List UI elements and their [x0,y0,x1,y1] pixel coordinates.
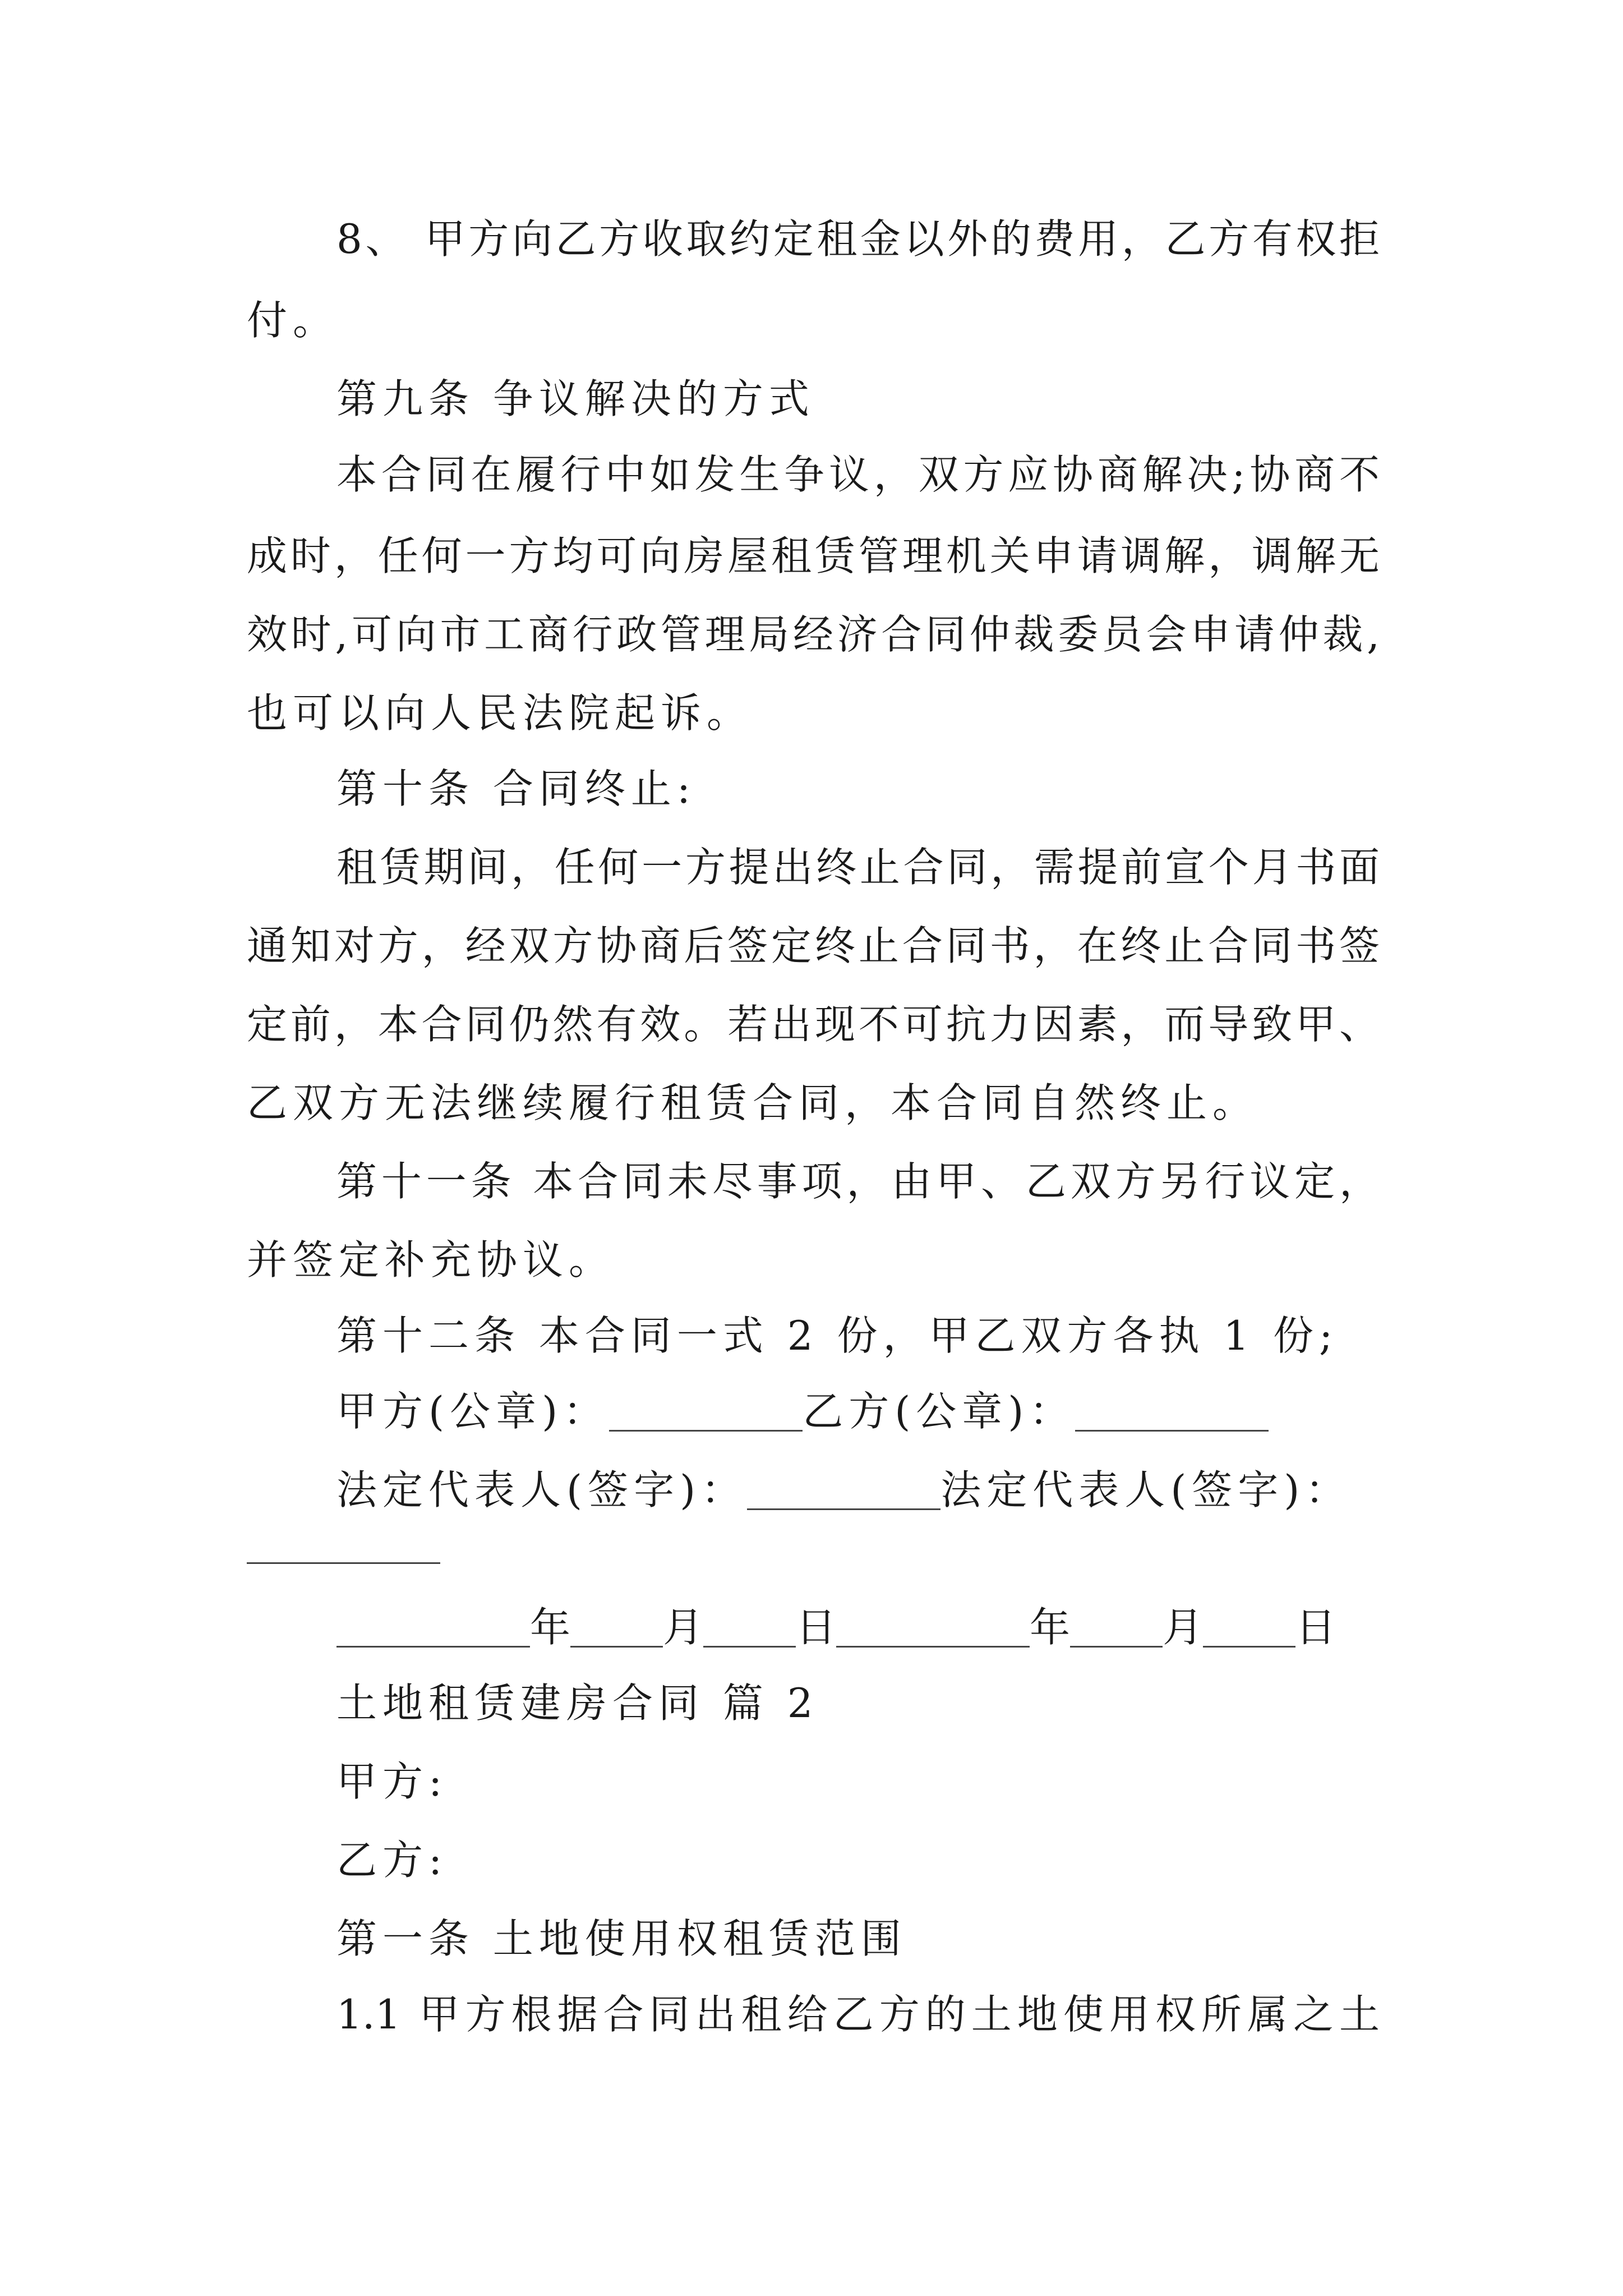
article-9-line-4: 也可以向人民法院起诉。 [247,689,753,737]
date-a-day-blank [703,1611,796,1648]
article-11-line-1: 第十一条 本合同未尽事项，由甲、乙双方另行议定， [336,1158,1380,1205]
seal-row [336,1388,1269,1435]
article-10-line-3: 定前，本合同仍然有效。若出现不可抗力因素，而导致甲、 [247,1001,1380,1048]
article-1-1-line: 1.1 甲方根据合同出租给乙方的土地使用权所属之土 [336,1991,1380,2038]
article-1-heading: 第一条 土地使用权租赁范围 [336,1915,907,1962]
article-9-heading: 第九条 争议解决的方式 [336,375,815,422]
article-10-line-2: 通知对方，经双方协商后签定终止合同书，在终止合同书签 [247,922,1380,969]
rep-a-label: 法定代表人(签字)： [336,1466,748,1513]
rep-b-blank [247,1562,440,1564]
article-9-line-3: 效时,可向市工商行政管理局经济合同仲裁委员会申请仲裁, [247,611,1380,658]
party-b-label: 乙方: [336,1837,448,1884]
representative-row [336,1466,1352,1513]
clause-8-line-1: 8、 甲方向乙方收取约定租金以外的费用，乙方有权拒 [336,215,1380,263]
party-b-seal-blank [1075,1395,1269,1432]
date-b-month: 月 [1163,1604,1204,1651]
article-10-line-4: 乙双方无法继续履行租赁合同，本合同自然终止。 [247,1079,1259,1126]
article-9-line-2: 成时，任何一方均可向房屋租赁管理机关申请调解，调解无 [247,532,1380,579]
date-a-month: 月 [663,1604,704,1651]
date-a-year: 年 [530,1604,571,1651]
party-a-label: 甲方: [336,1758,448,1805]
date-a-month-blank [570,1611,663,1648]
contract-2-title: 土地租赁建房合同 篇 2 [336,1680,819,1727]
date-b-day: 日 [1295,1604,1336,1651]
date-b-year-blank [836,1611,1030,1648]
article-9-line-1: 本合同在履行中如发生争议，双方应协商解决;协商不 [336,451,1380,498]
date-b-month-blank [1070,1611,1163,1648]
rep-b-label: 法定代表人(签字)： [940,1466,1352,1513]
article-11-line-2: 并签定补充协议。 [247,1236,615,1283]
clause-8-line-2: 付。 [247,297,339,344]
date-a-day: 日 [796,1604,837,1651]
date-a-year-blank [336,1611,530,1648]
date-b-day-blank [1203,1611,1295,1648]
date-row [336,1604,1336,1651]
rep-a-blank [747,1474,940,1510]
article-10-heading: 第十条 合同终止: [336,765,697,812]
article-12-line: 第十二条 本合同一式 2 份，甲乙双方各执 1 份; [336,1312,1339,1359]
party-a-seal-label: 甲方(公章)： [336,1388,610,1435]
party-a-seal-blank [609,1395,803,1432]
date-b-year: 年 [1030,1604,1071,1651]
party-b-seal-label: 乙方(公章)： [803,1388,1076,1435]
article-10-line-1: 租赁期间，任何一方提出终止合同，需提前宣个月书面 [336,844,1380,891]
